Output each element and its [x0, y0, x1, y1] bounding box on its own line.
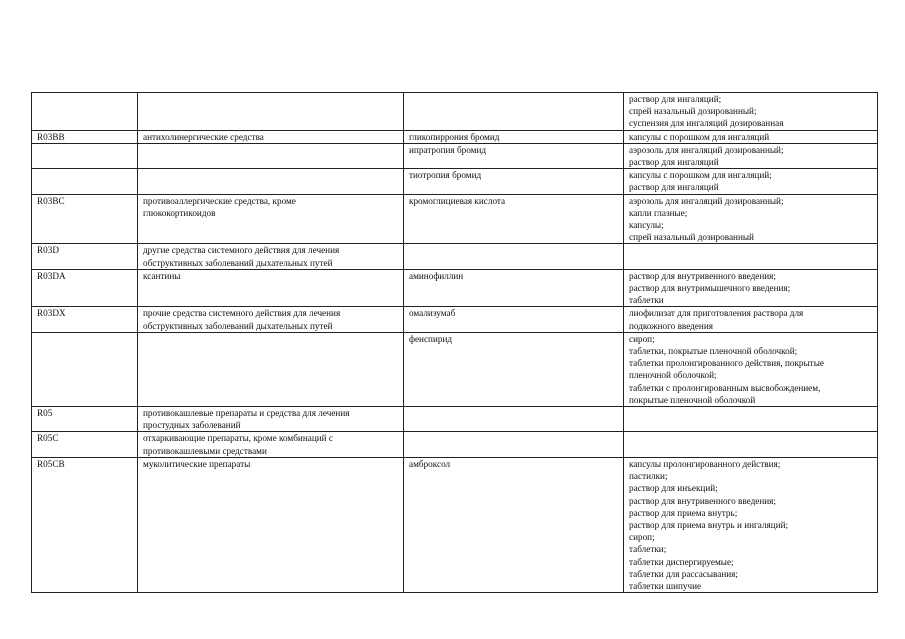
atc-code: R03DX: [37, 308, 66, 319]
dosage-form-line: аэрозоль для ингаляций дозированный;: [629, 195, 784, 206]
dosage-form-line: капсулы;: [629, 220, 664, 231]
dosage-form-line: раствор для внутримышечного введения;: [629, 283, 791, 294]
drug-name: омализумаб: [409, 308, 456, 319]
group-name-line: противокашлевые препараты и средства для лечения: [143, 408, 350, 419]
drug-name: кромоглициевая кислота: [409, 195, 506, 206]
drug-name-cell: [404, 432, 624, 457]
dosage-forms-cell: [624, 407, 878, 432]
anatomical-therapeutic-group-cell: [138, 407, 404, 432]
atc-code: R03BB: [37, 131, 65, 142]
dosage-form-line: раствор для инъекций;: [629, 483, 718, 494]
dosage-forms-cell: [624, 457, 878, 592]
atc-code: R03BC: [37, 195, 65, 206]
drug-name-cell: [404, 169, 624, 194]
drug-classification-table: [31, 92, 878, 593]
dosage-forms-cell: [624, 432, 878, 457]
atc-code-cell: [32, 307, 138, 332]
dosage-form-line: раствор для ингаляций: [629, 157, 719, 168]
dosage-form-line: лиофилизат для приготовления раствора для: [629, 308, 804, 319]
dosage-form-line: покрытые пленочной оболочкой: [629, 394, 756, 405]
anatomical-therapeutic-group-cell: [138, 244, 404, 269]
dosage-forms-cell: [624, 169, 878, 194]
drug-name-cell: [404, 244, 624, 269]
dosage-form-line: сироп;: [629, 333, 655, 344]
dosage-form-line: капсулы с порошком для ингаляций;: [629, 170, 772, 181]
group-name-line: обструктивных заболеваний дыхательных путей: [143, 257, 333, 268]
dosage-form-line: таблетки пролонгированного действия, покрытые: [629, 358, 824, 369]
table-row: [32, 432, 878, 457]
atc-code-cell: [32, 93, 138, 131]
dosage-forms-cell: [624, 269, 878, 307]
atc-code-cell: [32, 143, 138, 168]
dosage-forms-cell: [624, 93, 878, 131]
dosage-form-line: раствор для приема внутрь;: [629, 507, 738, 518]
atc-code-cell: [32, 244, 138, 269]
group-name-line: глюкокортикоидов: [143, 207, 216, 218]
dosage-form-line: раствор для ингаляций: [629, 182, 719, 193]
dosage-form-line: раствор для внутривенного введения;: [629, 270, 776, 281]
group-name-line: простудных заболеваний: [143, 420, 241, 431]
atc-code: R03D: [37, 245, 59, 256]
drug-name-cell: [404, 457, 624, 592]
table-row: [32, 307, 878, 332]
atc-code-cell: [32, 457, 138, 592]
table-row: [32, 457, 878, 592]
drug-name-cell: [404, 307, 624, 332]
anatomical-therapeutic-group-cell: [138, 194, 404, 244]
dosage-form-line: сироп;: [629, 532, 655, 543]
dosage-form-line: раствор для внутривенного введения;: [629, 495, 776, 506]
dosage-form-line: пленочной оболочкой;: [629, 370, 717, 381]
dosage-forms-cell: [624, 194, 878, 244]
group-name-line: антихолинергические средства: [143, 131, 264, 142]
dosage-form-line: аэрозоль для ингаляций дозированный;: [629, 144, 784, 155]
dosage-form-line: подкожного введения: [629, 320, 713, 331]
atc-code: R05: [37, 408, 53, 419]
group-name-line: ксантины: [143, 270, 181, 281]
group-name-line: противокашлевыми средствами: [143, 445, 267, 456]
atc-code-cell: [32, 269, 138, 307]
anatomical-therapeutic-group-cell: [138, 432, 404, 457]
group-name-line: другие средства системного действия для лечения: [143, 245, 340, 256]
dosage-form-line: таблетки, покрытые пленочной оболочкой;: [629, 346, 798, 357]
dosage-form-line: таблетки диспергируемые;: [629, 556, 734, 567]
anatomical-therapeutic-group-cell: [138, 130, 404, 143]
anatomical-therapeutic-group-cell: [138, 307, 404, 332]
drug-name: амброксол: [409, 458, 451, 469]
group-name-line: обструктивных заболеваний дыхательных путей: [143, 320, 333, 331]
atc-code-cell: [32, 432, 138, 457]
dosage-form-line: капсулы с порошком для ингаляций: [629, 131, 770, 142]
drug-name-cell: [404, 407, 624, 432]
anatomical-therapeutic-group-cell: [138, 93, 404, 131]
group-name-line: муколитические препараты: [143, 458, 251, 469]
dosage-forms-cell: [624, 244, 878, 269]
drug-name-cell: [404, 143, 624, 168]
table-row: [32, 332, 878, 406]
dosage-forms-cell: [624, 332, 878, 406]
table-row: [32, 194, 878, 244]
dosage-form-line: пастилки;: [629, 471, 668, 482]
drug-name-cell: [404, 93, 624, 131]
table-row: [32, 244, 878, 269]
dosage-form-line: раствор для ингаляций;: [629, 94, 722, 104]
group-name-line: противоаллергические средства, кроме: [143, 195, 296, 206]
table-row: [32, 169, 878, 194]
atc-code-cell: [32, 130, 138, 143]
dosage-forms-cell: [624, 130, 878, 143]
dosage-form-line: капли глазные;: [629, 207, 688, 218]
group-name-line: прочие средства системного действия для лечения: [143, 308, 341, 319]
table-row: [32, 269, 878, 307]
atc-code-cell: [32, 194, 138, 244]
group-name-line: отхаркивающие препараты, кроме комбинаций с: [143, 433, 333, 444]
anatomical-therapeutic-group-cell: [138, 332, 404, 406]
table-body: [32, 93, 878, 593]
dosage-form-line: раствор для приема внутрь и ингаляций;: [629, 519, 789, 530]
table-row: [32, 407, 878, 432]
anatomical-therapeutic-group-cell: [138, 457, 404, 592]
atc-code: R03DA: [37, 270, 66, 281]
dosage-form-line: таблетки с пролонгированным высвобождением,: [629, 382, 821, 393]
dosage-form-line: суспензия для ингаляций дозированная: [629, 118, 784, 129]
atc-code-cell: [32, 169, 138, 194]
atc-code: R05C: [37, 433, 59, 444]
drug-name: тиотропия бромид: [409, 170, 482, 181]
drug-name: аминофиллин: [409, 270, 464, 281]
drug-name: гликопиррония бромид: [409, 131, 500, 142]
dosage-form-line: спрей назальный дозированный;: [629, 106, 757, 117]
drug-name-cell: [404, 332, 624, 406]
anatomical-therapeutic-group-cell: [138, 269, 404, 307]
atc-code-cell: [32, 332, 138, 406]
dosage-form-line: таблетки;: [629, 544, 667, 555]
table-row: [32, 143, 878, 168]
dosage-form-line: таблетки шипучие: [629, 580, 702, 591]
dosage-form-line: таблетки: [629, 295, 664, 306]
drug-name: фенспирид: [409, 333, 453, 344]
dosage-forms-cell: [624, 307, 878, 332]
table-row: [32, 93, 878, 131]
drug-name-cell: [404, 130, 624, 143]
dosage-forms-cell: [624, 143, 878, 168]
atc-code-cell: [32, 407, 138, 432]
dosage-form-line: капсулы пролонгированного действия;: [629, 458, 781, 469]
dosage-form-line: таблетки для рассасывания;: [629, 568, 738, 579]
anatomical-therapeutic-group-cell: [138, 169, 404, 194]
atc-code: R05CB: [37, 458, 65, 469]
drug-name-cell: [404, 269, 624, 307]
drug-name-cell: [404, 194, 624, 244]
drug-name: ипратропия бромид: [409, 144, 487, 155]
anatomical-therapeutic-group-cell: [138, 143, 404, 168]
dosage-form-line: спрей назальный дозированный: [629, 232, 754, 243]
table-row: [32, 130, 878, 143]
